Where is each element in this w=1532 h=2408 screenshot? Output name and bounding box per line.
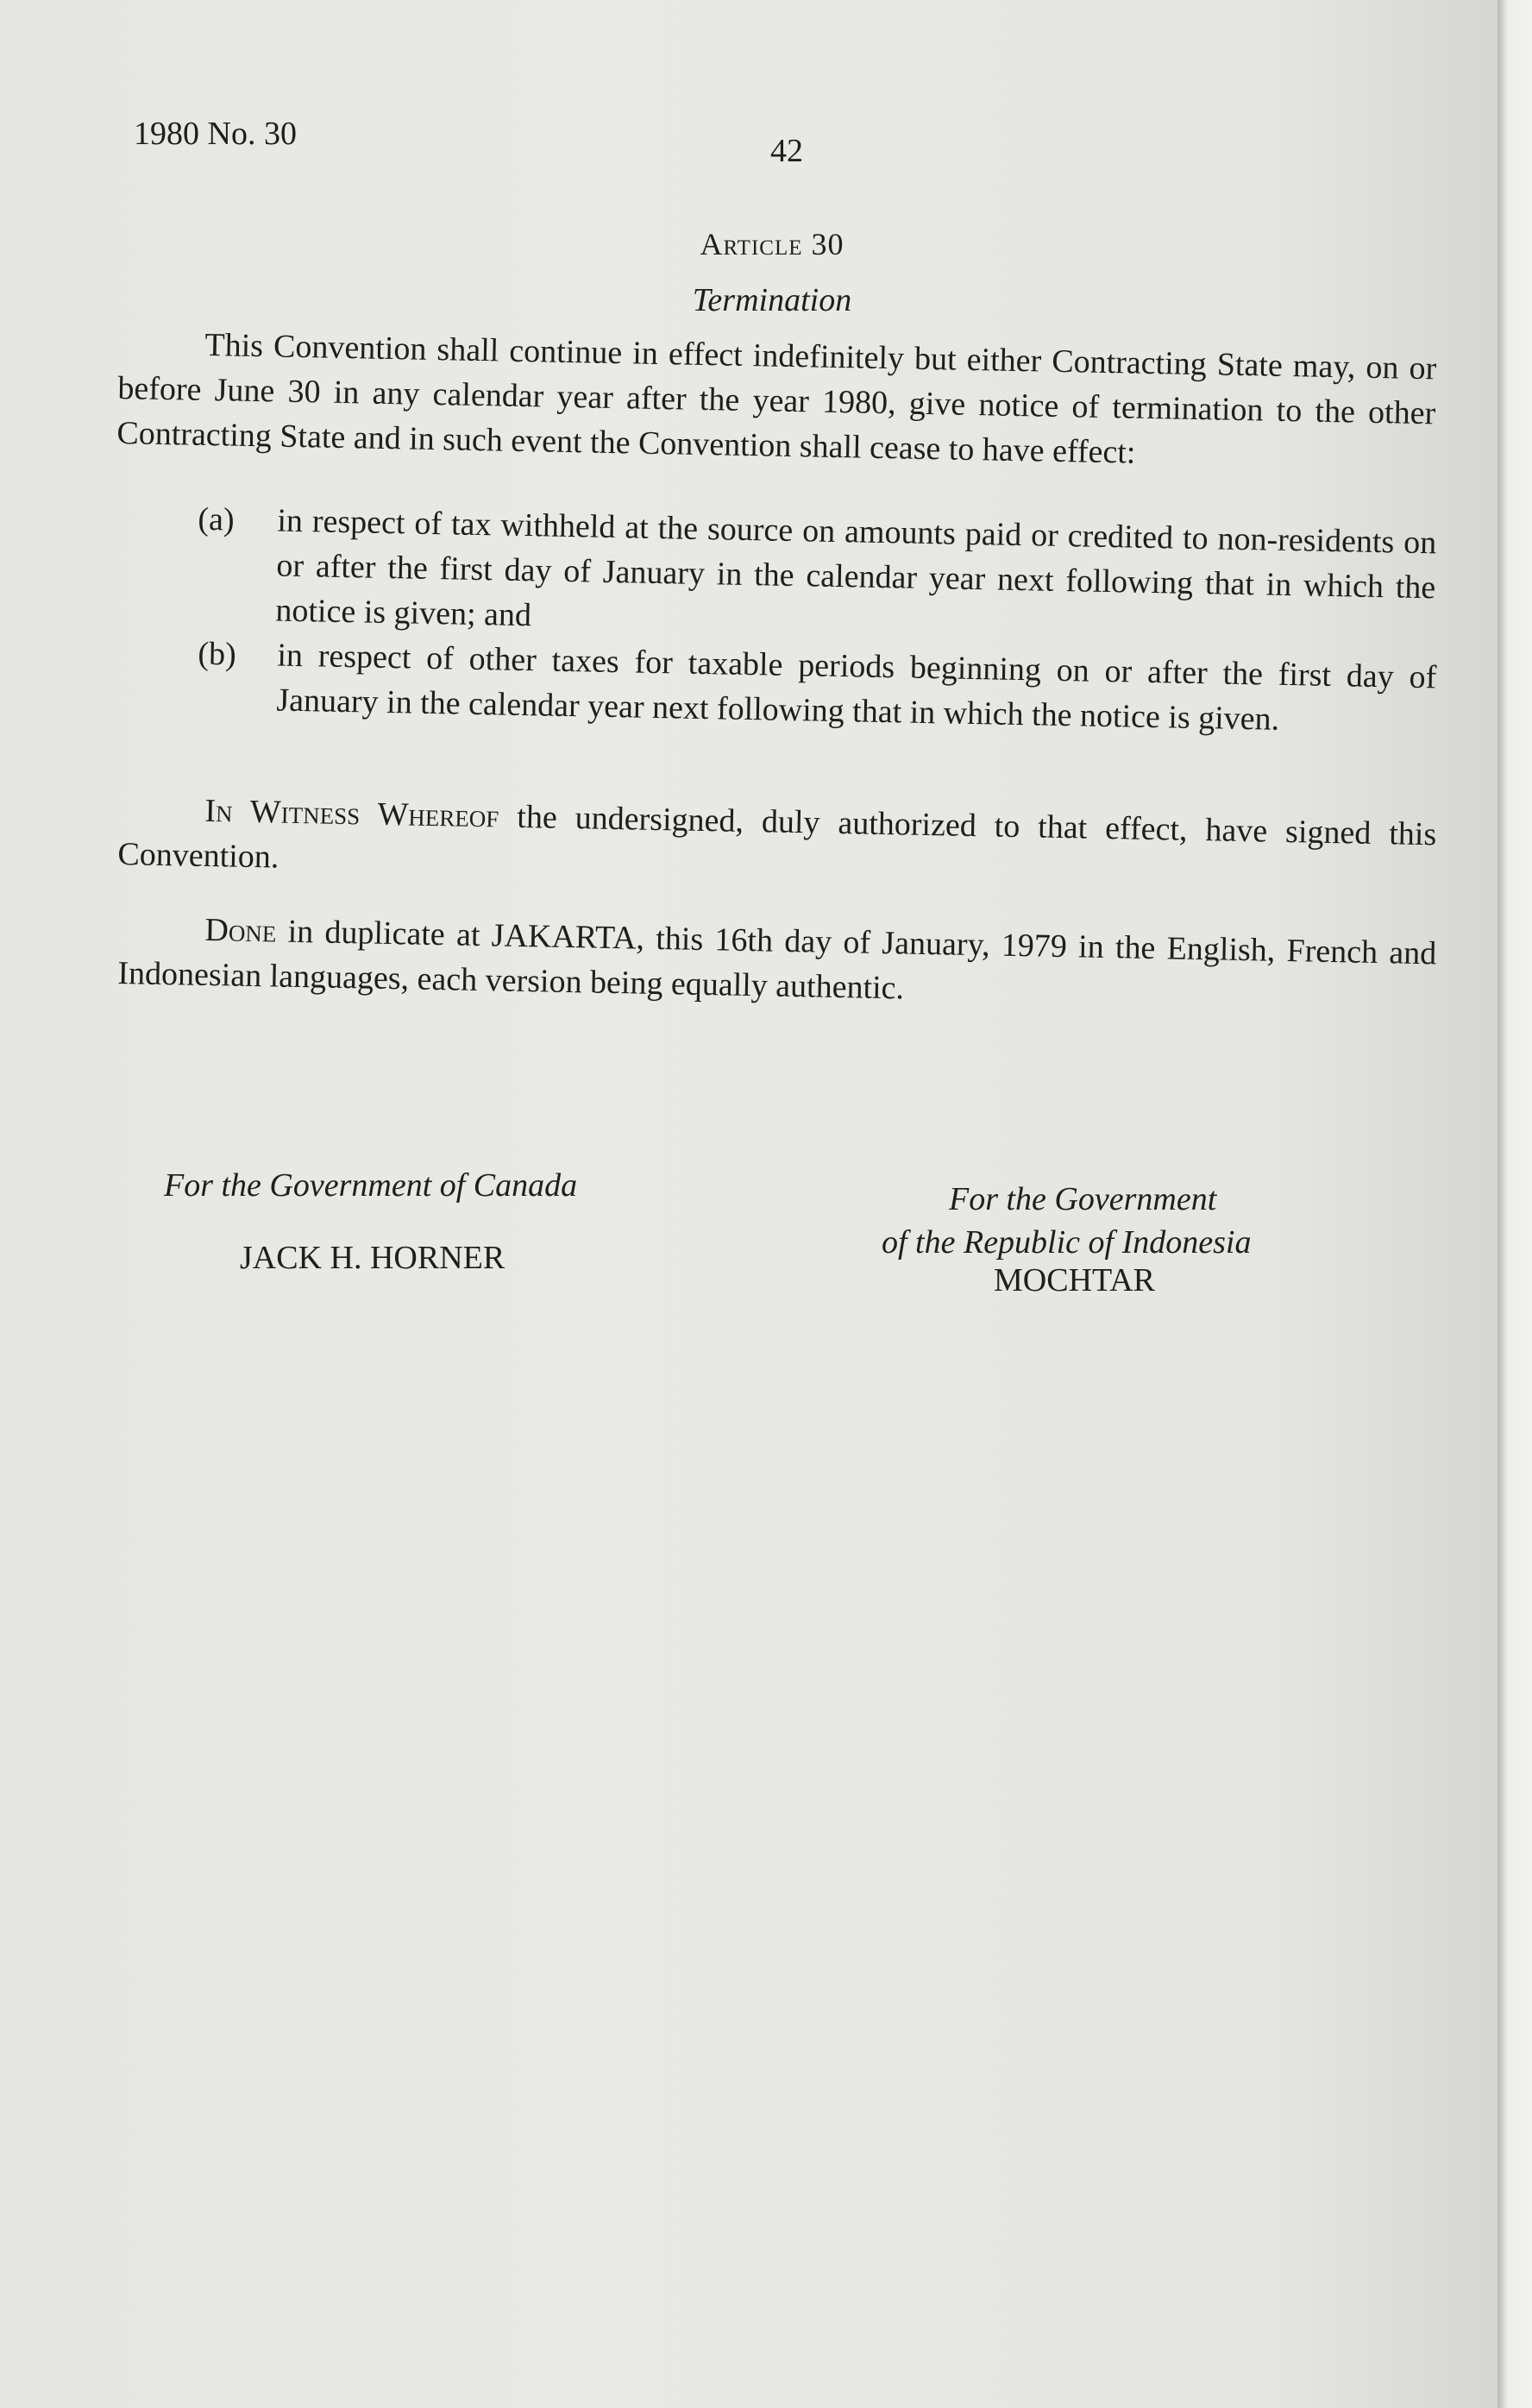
done-lead: Done (204, 911, 277, 950)
list-item-text: in respect of other taxes for taxable periods beginning on or after the first day of January in the calendar year next following that in which the notice is given. (276, 637, 1437, 738)
page-edge-shadow (1497, 0, 1532, 2408)
list-item-label: (a) (198, 500, 235, 538)
signatory-name-indonesia: MOCHTAR (994, 1262, 1155, 1298)
witness-paragraph (117, 787, 1437, 902)
article-subheading: Termination (692, 282, 852, 318)
signatory-name-canada: JACK H. HORNER (240, 1240, 505, 1276)
article-heading: Article 30 (700, 227, 844, 261)
done-text: in duplicate at JAKARTA, this 16th day of January, 1979 in the English, French and Indonesian languages, each version being equally authentic. (117, 913, 1437, 1007)
intro-paragraph: This Convention shall continue in effect indefinitely but either Contracting State may, on or before June 30 in any calendar year after the year 1980, give notice of termination to the other Contracting State and in such event the Convention shall cease to have effect: (116, 326, 1437, 471)
list-item-a (116, 495, 1437, 655)
done-paragraph (117, 906, 1437, 1021)
page-number: 42 (770, 133, 803, 169)
signature-label-canada: For the Government of Canada (164, 1167, 578, 1204)
list-item-text: in respect of tax withheld at the source on amounts paid or credited to non-residents on or after the first day of January in the calendar year next following that in which the notice is given; and (275, 502, 1437, 634)
list-item-label: (b) (198, 635, 237, 673)
intro-paragraph-block (116, 321, 1437, 481)
header-statute-reference: 1980 No. 30 (134, 116, 297, 152)
signature-label-indonesia-line1: For the Government (949, 1181, 1217, 1217)
witness-text: the undersigned, duly authorized to that effect, have signed this Convention. (117, 798, 1437, 876)
signature-label-indonesia-line2: of the Republic of Indonesia (882, 1224, 1252, 1261)
witness-lead: In Witness Whereof (204, 792, 499, 835)
